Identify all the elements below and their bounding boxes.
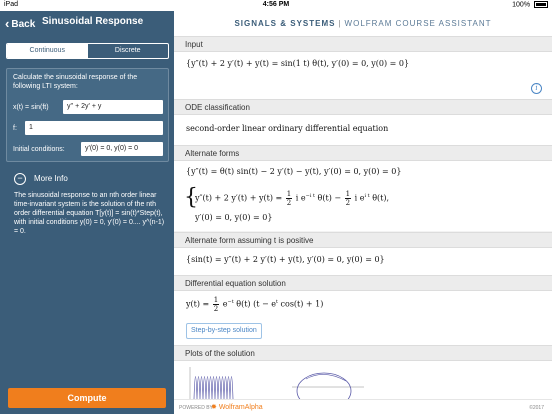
copyright: ©2017 — [529, 405, 544, 411]
alt2-term1-exp: −i t — [305, 192, 315, 199]
collapse-icon: − — [14, 173, 26, 185]
solution-fraction — [213, 296, 219, 313]
alt2-theta1: θ(t) − — [317, 193, 342, 203]
wolframalpha-label: WolframAlpha — [218, 404, 263, 411]
plot-right-arc — [306, 374, 346, 381]
solution-rest: θ(t) (t − e — [236, 299, 276, 309]
pod-title-solution: Differential equation solution — [174, 275, 552, 291]
more-info-label: More Info — [34, 174, 68, 184]
battery-indicator — [512, 1, 548, 8]
alternate-form-1: {y″(t) = θ(t) sin(t) − 2 y′(t) − y(t), y′(0) = 0, y(0) = 0} — [186, 167, 402, 176]
pod-title-input: Input — [174, 36, 552, 52]
solution-rest2: cos(t) + 1) — [280, 299, 324, 309]
pod-plots — [174, 361, 552, 399]
info-icon[interactable]: i — [531, 83, 542, 94]
pod-title-ode: ODE classification — [174, 99, 552, 115]
input-description: Calculate the sinusoidal response of the following LTI system: — [13, 74, 138, 90]
brand-bold: SIGNALS & SYSTEMS — [234, 19, 336, 28]
brand-separator: | — [338, 19, 342, 28]
mode-segmented-control — [6, 43, 169, 59]
brand-light: WOLFRAM COURSE ASSISTANT — [344, 19, 492, 28]
alt2-half-a — [286, 190, 292, 207]
app-header — [174, 11, 552, 37]
system-field-label: x(t) = sin(ft) — [13, 104, 49, 111]
system-input[interactable]: y'' + 2y' + y — [63, 100, 163, 114]
alt2-half-a-num: 1 — [286, 190, 292, 198]
chevron-left-icon: ‹ — [5, 16, 10, 31]
plot-left-curve — [194, 377, 233, 400]
solution-formula — [186, 296, 323, 313]
pod-ode — [174, 115, 552, 146]
input-formula: {y″(t) + 2 y′(t) + y(t) = sin(1 t) θ(t), y′(0) = 0, y(0) = 0} — [186, 59, 410, 68]
alt2-theta2: θ(t), — [372, 193, 390, 203]
solution-plots — [174, 361, 552, 399]
input-panel — [6, 68, 169, 162]
solution-rest-exp: t — [275, 298, 278, 305]
brace-glyph: { — [184, 185, 198, 210]
solution-lhs: y(t) = — [186, 299, 210, 309]
alternate-positive-formula: {sin(t) = y″(t) + 2 y′(t) + y(t), y′(0) = 0, y(0) = 0} — [186, 255, 385, 264]
sidebar-nav — [0, 11, 174, 35]
device-label: iPad — [4, 1, 19, 8]
plot-right-curve — [297, 373, 351, 399]
compute-button[interactable]: Compute — [8, 388, 166, 408]
alt2-half-a-den: 2 — [286, 199, 292, 207]
more-info-toggle[interactable] — [14, 173, 68, 185]
pod-title-alternate: Alternate forms — [174, 145, 552, 161]
alternate-form-2 — [195, 190, 389, 207]
pod-alternate-positive — [174, 248, 552, 275]
battery-icon — [534, 1, 548, 8]
pod-solution — [174, 291, 552, 345]
frequency-input[interactable]: 1 — [25, 121, 163, 135]
tab-continuous[interactable]: Continuous — [7, 44, 88, 58]
app-title — [174, 19, 552, 28]
solution-e-exp: −t — [227, 298, 234, 305]
alt2-term1: i e — [295, 193, 306, 203]
footer — [174, 399, 552, 414]
initial-conditions-input[interactable]: y'(0) = 0, y(0) = 0 — [81, 142, 163, 156]
alt2-term2-exp: i t — [364, 192, 370, 199]
plot-left — [190, 367, 233, 399]
initial-conditions-label: Initial conditions: — [13, 146, 65, 153]
pod-input — [174, 52, 552, 99]
alt2-half-b-num: 1 — [345, 190, 351, 198]
alt2-lhs: y″(t) + 2 y′(t) + y(t) = — [195, 193, 283, 203]
ode-classification-text: second-order linear ordinary differential equation — [186, 124, 389, 133]
clock: 4:56 PM — [262, 1, 290, 8]
battery-percent: 100% — [512, 1, 531, 9]
tab-discrete[interactable]: Discrete — [114, 47, 141, 54]
pod-title-plots: Plots of the solution — [174, 345, 552, 361]
more-info-text: The sinusoidal response to an nth order linear time-invariant system is the solution of the nth order differential equation T[y(t)] = sin(t)*Step(t), with initial conditions y(0) = 0, y'(0) = 0.... y^(n-1) = 0. — [14, 192, 165, 235]
step-by-step-button[interactable]: Step-by-step solution — [186, 323, 262, 339]
solution-fraction-num: 1 — [213, 296, 219, 304]
wolframalpha-logo[interactable]: ✸ WolframAlpha — [211, 404, 263, 411]
back-button[interactable] — [5, 16, 35, 31]
frequency-field-label: f: — [13, 125, 17, 132]
back-label: Back — [11, 19, 36, 30]
plot-right — [292, 373, 364, 399]
results-panel — [174, 0, 552, 414]
pod-title-alternate-positive: Alternate form assuming t is positive — [174, 232, 552, 248]
sidebar-title: Sinusoidal Response — [42, 16, 144, 27]
powered-by-label: POWERED BY — [179, 405, 213, 411]
alt2-term2: i e — [354, 193, 365, 203]
solution-e: e — [222, 299, 228, 309]
pod-alternate — [174, 161, 552, 231]
alt2-half-b-den: 2 — [345, 199, 351, 207]
alternate-form-2-cont: y′(0) = 0, y(0) = 0} — [195, 213, 273, 222]
sidebar — [0, 0, 174, 414]
alt2-half-b — [345, 190, 351, 207]
status-bar — [0, 0, 552, 11]
solution-fraction-den: 2 — [213, 305, 219, 313]
